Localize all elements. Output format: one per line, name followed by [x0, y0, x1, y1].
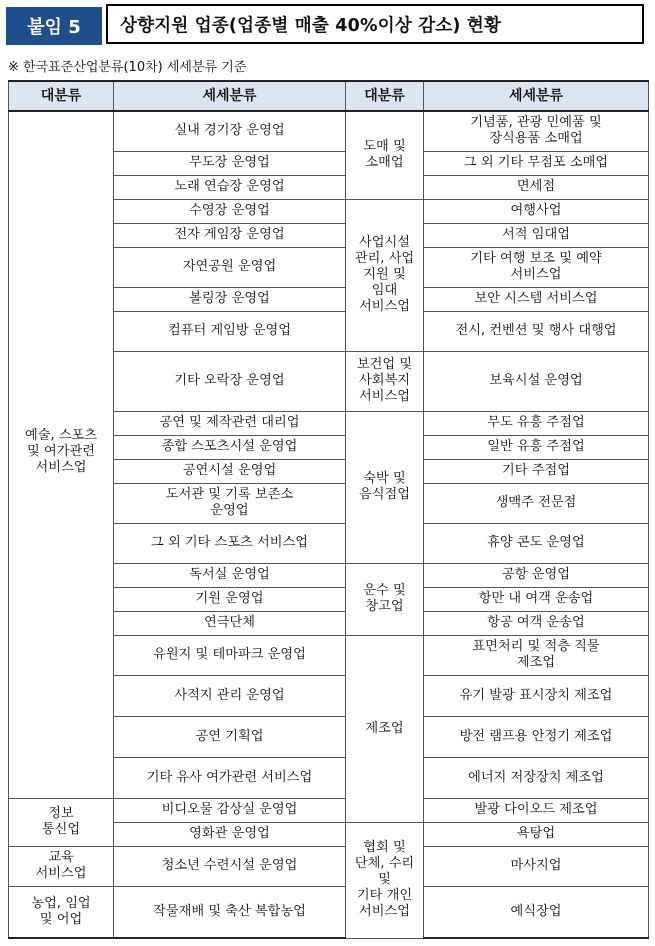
col-header-category-left: 대분류 — [9, 81, 114, 111]
subclass-cell: 욕탕업 — [424, 822, 649, 846]
category-agriculture: 농업, 임업 및 어업 — [9, 886, 114, 938]
category-manufacturing: 제조업 — [346, 635, 424, 822]
classification-note: ※ 한국표준산업분류(10차) 세세분류 기준 — [8, 60, 247, 75]
subclass-cell: 그 외 기타 무점포 소매업 — [424, 151, 649, 175]
subclass-cell: 컴퓨터 게임방 운영업 — [114, 311, 346, 351]
table-row — [9, 846, 649, 886]
category-transport-storage: 운수 및 창고업 — [346, 563, 424, 635]
subclass-cell: 자연공원 운영업 — [114, 247, 346, 287]
col-header-category-right: 대분류 — [346, 81, 424, 111]
subclass-cell: 전자 게임장 운영업 — [114, 223, 346, 247]
subclass-cell: 유기 발광 표시장치 제조업 — [424, 675, 649, 716]
subclass-cell: 유원지 및 테마파크 운영업 — [114, 635, 346, 675]
subclass-cell: 영화관 운영업 — [114, 822, 346, 846]
category-info-comm: 정보 통신업 — [9, 798, 114, 846]
subclass-cell: 발광 다이오드 제조업 — [424, 798, 649, 822]
category-health-welfare: 보건업 및 사회복지 서비스업 — [346, 351, 424, 411]
subclass-cell: 볼링장 운영업 — [114, 287, 346, 311]
title-bar — [6, 4, 648, 46]
subclass-cell: 여행사업 — [424, 199, 649, 223]
subclass-cell: 방전 램프용 안정기 제조업 — [424, 716, 649, 757]
table-row — [9, 886, 649, 938]
category-business-support: 사업시설 관리, 사업 지원 및 임대 서비스업 — [346, 199, 424, 351]
category-education: 교육 서비스업 — [9, 846, 114, 886]
table-row — [9, 111, 649, 151]
subclass-cell: 일반 유흥 주점업 — [424, 435, 649, 459]
subclass-cell: 마사지업 — [424, 846, 649, 886]
subclass-cell: 실내 경기장 운영업 — [114, 111, 346, 151]
category-lodging-food: 숙박 및 음식점업 — [346, 411, 424, 563]
subclass-cell: 무도장 운영업 — [114, 151, 346, 175]
subclass-cell: 면세점 — [424, 175, 649, 199]
subclass-cell: 독서실 운영업 — [114, 563, 346, 587]
subclass-cell: 생맥주 전문점 — [424, 483, 649, 523]
subclass-cell: 청소년 수련시설 운영업 — [114, 846, 346, 886]
subclass-cell: 항공 여객 운송업 — [424, 611, 649, 635]
subclass-cell: 공연 기획업 — [114, 716, 346, 757]
subclass-cell: 작물재배 및 축산 복합농업 — [114, 886, 346, 938]
subclass-cell: 휴양 콘도 운영업 — [424, 523, 649, 563]
subclass-cell: 그 외 기타 스포츠 서비스업 — [114, 523, 346, 563]
subclass-cell: 연극단체 — [114, 611, 346, 635]
subclass-cell: 공항 운영업 — [424, 563, 649, 587]
subclass-cell: 표면처리 및 적층 직물 제조업 — [424, 635, 649, 675]
subclass-cell: 비디오물 감상실 운영업 — [114, 798, 346, 822]
subclass-cell: 항만 내 여객 운송업 — [424, 587, 649, 611]
subclass-cell: 기원 운영업 — [114, 587, 346, 611]
subclass-cell: 기타 오락장 운영업 — [114, 351, 346, 411]
table-row — [9, 798, 649, 822]
category-associations-repair: 협회 및 단체, 수리 및 기타 개인 서비스업 — [346, 822, 424, 938]
subclass-cell: 무도 유흥 주점업 — [424, 411, 649, 435]
subclass-cell: 도서관 및 기록 보존소 운영업 — [114, 483, 346, 523]
attachment-badge: 붙임 5 — [6, 7, 102, 45]
subclass-cell: 보안 시스템 서비스업 — [424, 287, 649, 311]
subclass-cell: 전시, 컨벤션 및 행사 대행업 — [424, 311, 649, 351]
subclass-cell: 공연시설 운영업 — [114, 459, 346, 483]
subclass-cell: 종합 스포츠시설 운영업 — [114, 435, 346, 459]
subclass-cell: 기타 여행 보조 및 예약 서비스업 — [424, 247, 649, 287]
category-arts-sports: 예술, 스포츠 및 여가관련 서비스업 — [9, 111, 114, 798]
subclass-cell: 예식장업 — [424, 886, 649, 938]
subclass-cell: 서적 임대업 — [424, 223, 649, 247]
page-title: 상향지원 업종(업종별 매출 40%이상 감소) 현황 — [106, 4, 644, 44]
subclass-cell: 공연 및 제작관련 대리업 — [114, 411, 346, 435]
subclass-cell: 사적지 관리 운영업 — [114, 675, 346, 716]
subclass-cell: 기념품, 관광 민예품 및 장식용품 소매업 — [424, 111, 649, 151]
table-header-row — [9, 81, 649, 111]
subclass-cell: 기타 주점업 — [424, 459, 649, 483]
subclass-cell: 수영장 운영업 — [114, 199, 346, 223]
category-wholesale-retail: 도매 및 소매업 — [346, 111, 424, 199]
industry-table — [8, 80, 649, 939]
col-header-subclass-right: 세세분류 — [424, 81, 649, 111]
subclass-cell: 기타 유사 여가관련 서비스업 — [114, 757, 346, 798]
col-header-subclass-left: 세세분류 — [114, 81, 346, 111]
subclass-cell: 노래 연습장 운영업 — [114, 175, 346, 199]
subclass-cell: 보육시설 운영업 — [424, 351, 649, 411]
subclass-cell: 에너지 저장장치 제조업 — [424, 757, 649, 798]
